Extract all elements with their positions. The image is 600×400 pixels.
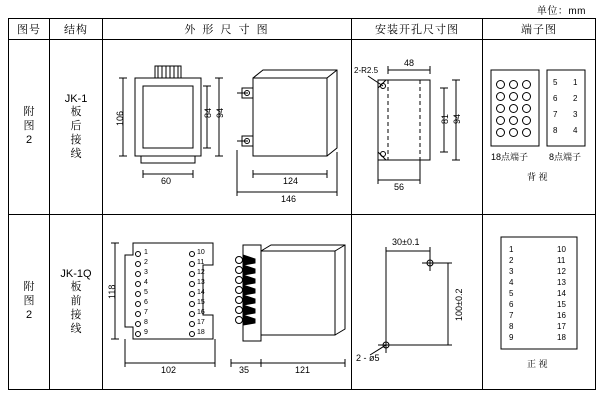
- cell-structure-2: [50, 215, 103, 390]
- outline-drawing-2: 1 2 3 4 5 6 7 8 9 10 11 12 13 14 15 16 17 18 118 102 35 121: [103, 215, 351, 389]
- table-row: [9, 215, 596, 390]
- terminal-number: 17: [557, 322, 566, 331]
- terminal-dot: [135, 321, 141, 327]
- terminal-dot: [522, 128, 531, 137]
- terminal-number: 3: [573, 110, 578, 119]
- cell-terminal-2: [483, 215, 596, 390]
- terminal-number: 12: [197, 269, 205, 276]
- dim-60: 60: [161, 176, 172, 186]
- terminal-number: 4: [509, 278, 514, 287]
- terminal-dot: [509, 92, 518, 101]
- terminal-dot: [522, 92, 531, 101]
- terminal-number: 2: [509, 256, 514, 265]
- table-header-row: [9, 19, 596, 40]
- unit-note: 单位：mm: [536, 6, 586, 17]
- terminal-dot: [135, 281, 141, 287]
- fig-no-label-1: 附 图 2: [23, 106, 35, 146]
- terminal-drawing-2: [483, 215, 595, 389]
- dim-48: 48: [404, 58, 415, 68]
- terminal-number: 6: [553, 94, 558, 103]
- terminal-number: 1: [144, 249, 148, 256]
- terminal-dot: [135, 331, 141, 337]
- cell-terminal-1: [483, 40, 596, 215]
- terminal-number: 13: [197, 279, 205, 286]
- mounting-drawing-2: 30±0.1 100±0.2 2 - ø5: [352, 215, 482, 389]
- terminal-dot: [189, 321, 195, 327]
- terminal-number: 8: [509, 322, 514, 331]
- terminal-dot: [189, 251, 195, 257]
- terminal-dot: [496, 92, 505, 101]
- terminal-number: 5: [553, 78, 558, 87]
- terminal-number: 16: [557, 311, 566, 320]
- structure-label-1: JK-1 板 后 接 线: [64, 92, 88, 160]
- terminal-dot: [509, 128, 518, 137]
- terminal-number: 9: [509, 333, 514, 342]
- terminal-dot: [509, 116, 518, 125]
- terminal-number: 8: [553, 126, 558, 135]
- header-mounting: 安装开孔尺寸图: [352, 19, 483, 40]
- terminal-number: 18: [557, 333, 566, 342]
- cell-outline-2: [103, 215, 352, 390]
- terminal-number: 14: [557, 289, 566, 298]
- terminal-number: 5: [509, 289, 514, 298]
- terminal-dot: [189, 331, 195, 337]
- terminal-dot: [522, 104, 531, 113]
- dim-56: 56: [394, 182, 405, 192]
- cell-outline-1: [103, 40, 352, 215]
- outline-drawing-1: 106 84 94 60 124 146: [103, 40, 351, 214]
- terminal-dot: [135, 271, 141, 277]
- terminal-number: 10: [197, 249, 205, 256]
- terminal-dot: [496, 116, 505, 125]
- terminal-dot: [189, 281, 195, 287]
- terminal-dot: [189, 271, 195, 277]
- terminal-number: 2: [144, 259, 148, 266]
- terminal-number: 8: [144, 319, 148, 326]
- terminal-dot: [496, 104, 505, 113]
- terminal-number: 14: [197, 289, 205, 296]
- terminal-number: 6: [144, 299, 148, 306]
- outline-svg-1: [103, 40, 351, 215]
- terminal-number: 11: [197, 259, 205, 266]
- header-fig-no: 图号: [9, 19, 50, 40]
- terminal-dot: [496, 80, 505, 89]
- caption-view: 背 视: [527, 172, 548, 182]
- terminal-dot: [189, 301, 195, 307]
- terminal-dot: [496, 128, 505, 137]
- dim-30: 30±0.1: [392, 237, 420, 247]
- dim-2-d5: 2 - ø5: [356, 353, 380, 363]
- terminal-number: 15: [197, 299, 205, 306]
- terminal-dot: [189, 261, 195, 267]
- terminal-number: 16: [197, 309, 205, 316]
- dim-124: 124: [283, 176, 299, 186]
- terminal-number: 6: [509, 300, 514, 309]
- table-row: [9, 40, 596, 215]
- terminal-number: 3: [144, 269, 148, 276]
- terminal-number: 11: [557, 256, 566, 265]
- terminal-dot: [135, 311, 141, 317]
- terminal-number: 7: [509, 311, 514, 320]
- terminal-dot: [189, 311, 195, 317]
- cell-structure-1: [50, 40, 103, 215]
- cell-fig-no-1: [9, 40, 50, 215]
- terminal-dot: [509, 80, 518, 89]
- terminal-number: 4: [573, 126, 578, 135]
- terminal-number: 3: [509, 267, 514, 276]
- dim-2r25: 2-R2.5: [354, 66, 379, 75]
- header-terminal: 端子图: [483, 19, 596, 40]
- terminal-number: 7: [553, 110, 558, 119]
- dim-102: 102: [161, 365, 177, 375]
- terminal-drawing-1: [483, 40, 595, 214]
- terminal-number: 12: [557, 267, 566, 276]
- terminal-dot: [522, 80, 531, 89]
- dim-146: 146: [281, 194, 297, 204]
- terminal-dot: [509, 104, 518, 113]
- terminal-number: 7: [144, 309, 148, 316]
- terminal-number: 9: [144, 329, 148, 336]
- cell-fig-no-2: [9, 215, 50, 390]
- terminal-number: 18: [197, 329, 205, 336]
- cell-mounting-1: [352, 40, 483, 215]
- terminal-number: 2: [573, 94, 578, 103]
- terminal-dot: [135, 301, 141, 307]
- dim-121: 121: [295, 365, 311, 375]
- caption-view-2: 正 视: [527, 359, 548, 369]
- terminal-number: 15: [557, 300, 566, 309]
- caption-18-terminals: 18点端子: [491, 152, 529, 162]
- terminal-number: 5: [144, 289, 148, 296]
- caption-8-terminals: 8点端子: [549, 152, 582, 162]
- terminal-number: 13: [557, 278, 566, 287]
- header-outline: 外 形 尺 寸 图: [103, 19, 352, 40]
- terminal-number: 1: [573, 78, 578, 87]
- spec-table: [8, 18, 596, 390]
- fig-no-label-2: 附 图 2: [23, 281, 35, 321]
- header-structure: 结构: [50, 19, 103, 40]
- terminal-dot: [522, 116, 531, 125]
- mounting-drawing-1: 2-R2.5 48 81 94 56: [352, 40, 482, 214]
- terminal-number: 10: [557, 245, 566, 254]
- structure-label-2: JK-1Q 板 前 接 线: [60, 267, 92, 335]
- terminal-dot: [135, 291, 141, 297]
- dim-35: 35: [239, 365, 250, 375]
- terminal-number: 4: [144, 279, 148, 286]
- terminal-number: 1: [509, 245, 514, 254]
- terminal-dot: [135, 251, 141, 257]
- terminal-dot: [189, 291, 195, 297]
- terminal-number: 17: [197, 319, 205, 326]
- terminal-dot: [135, 261, 141, 267]
- cell-mounting-2: [352, 215, 483, 390]
